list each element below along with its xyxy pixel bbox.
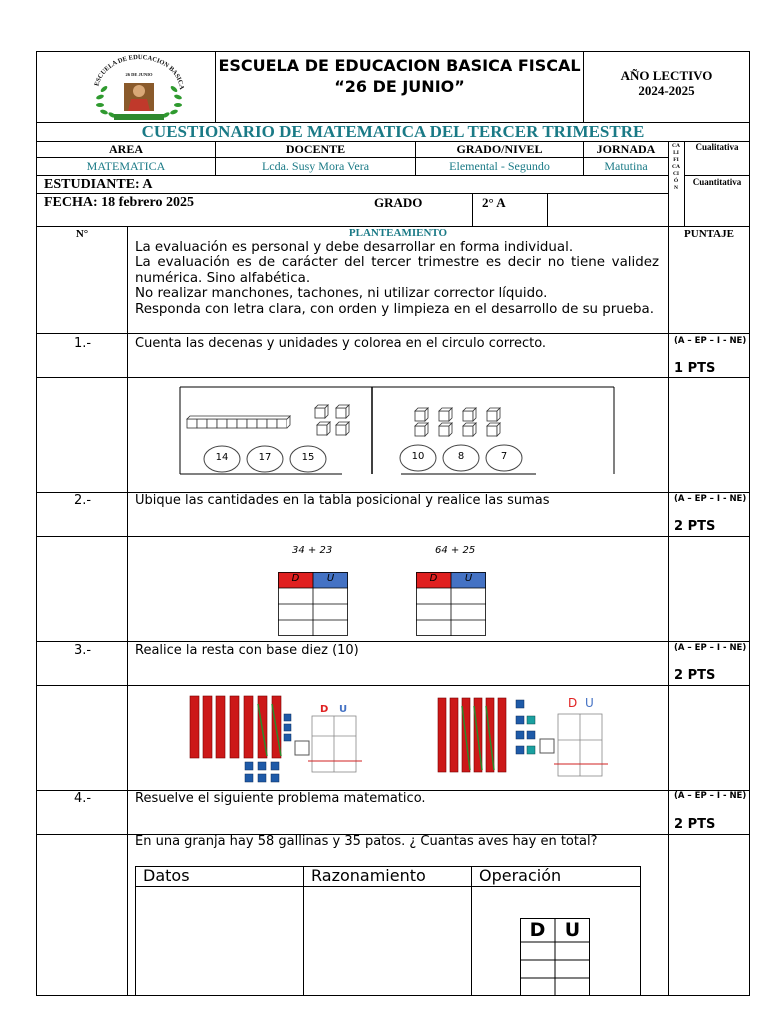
- q3-left-u-label: U: [339, 704, 348, 715]
- q3-right-u-label: U: [585, 696, 594, 710]
- q1-figure: [179, 386, 615, 476]
- q2-t2-u-header: U: [464, 573, 473, 584]
- q3-left-d-label: D: [320, 704, 329, 715]
- docente-value: Lcda. Susy Mora Vera: [261, 159, 370, 173]
- school-year-value: 2024-2025: [638, 83, 695, 98]
- question-2-number: 2.-: [74, 493, 92, 508]
- school-name: [216, 55, 583, 97]
- grado-label: GRADO: [374, 195, 423, 210]
- q3-base-ten-left: [188, 694, 364, 786]
- q4-col-razonamiento: Razonamiento: [311, 866, 426, 885]
- q2-place-value-table-1: [278, 572, 348, 636]
- question-2-scale: (A – EP – I - NE): [674, 494, 747, 504]
- svg-text:ESCUELA DE EDUCACION BASICA FI: ESCUELA DE EDUCACION BASICA: [93, 53, 185, 90]
- docente-label: DOCENTE: [285, 142, 346, 156]
- question-4-scale: (A – EP – I - NE): [674, 791, 747, 801]
- question-4-number: 4.-: [74, 791, 92, 806]
- question-1-text: Cuenta las decenas y unidades y colorea en el circulo correcto.: [135, 336, 547, 351]
- q2-t1-d-header: D: [291, 573, 300, 584]
- q2-t1-u-header: U: [326, 573, 335, 584]
- q4-u-header: U: [564, 919, 581, 941]
- q2-t2-d-header: D: [429, 573, 438, 584]
- question-2-text: Ubique las cantidades en la tabla posicional y realice las sumas: [135, 493, 550, 508]
- grado-nivel-label: GRADO/NIVEL: [456, 142, 543, 156]
- col-puntaje-header: PUNTAJE: [684, 228, 734, 240]
- exam-title: CUESTIONARIO DE MATEMATICA DEL TERCER TRIMESTRE: [141, 122, 645, 141]
- q1-option-10[interactable]: 10: [411, 451, 425, 462]
- q3-right-d-label: D: [568, 696, 578, 710]
- q4-d-header: D: [529, 919, 546, 941]
- student-name: ESTUDIANTE: A: [44, 177, 153, 192]
- q4-du-table[interactable]: [520, 918, 590, 996]
- instruction-1: La evaluación es personal y debe desarrollar en forma individual.: [135, 240, 574, 255]
- question-3-scale: (A – EP – I - NE): [674, 643, 747, 653]
- cuantitativa-label: Cuantitativa: [692, 177, 742, 187]
- instruction-2: La evaluación es de carácter del tercer trimestre es decir no tiene validez numérica. Sino alfabética.: [135, 255, 659, 286]
- q1-option-14[interactable]: 14: [215, 452, 229, 463]
- instruction-3: No realizar manchones, tachones, ni utilizar corrector líquido.: [135, 286, 548, 302]
- grado-nivel-value: Elemental - Segundo: [449, 159, 550, 173]
- q2-sum-1: 34 + 23: [292, 545, 333, 556]
- school-line-2: “26 DE JUNIO”: [334, 77, 465, 96]
- exam-date: FECHA: 18 febrero 2025: [44, 195, 194, 210]
- area-label: AREA: [108, 142, 143, 156]
- q4-datos-area[interactable]: [136, 887, 302, 995]
- q1-option-7[interactable]: 7: [500, 451, 508, 462]
- school-year: [584, 68, 749, 98]
- col-n-header: N°: [75, 228, 89, 240]
- jornada-value: Matutina: [604, 159, 648, 173]
- col-planteamiento-header: PLANTEAMIENTO: [348, 227, 448, 239]
- school-logo: [84, 53, 194, 121]
- q4-problem: En una granja hay 58 gallinas y 35 patos. ¿ Cuantas aves hay en total?: [135, 834, 598, 849]
- q3-base-ten-right: [436, 694, 612, 786]
- q2-sum-2: 64 + 25: [435, 545, 476, 556]
- q4-col-datos: Datos: [143, 866, 190, 885]
- question-3-points: 2 PTS: [674, 668, 716, 683]
- jornada-label: JORNADA: [596, 142, 656, 156]
- q1-option-8[interactable]: 8: [457, 451, 465, 462]
- q2-place-value-table-2: [416, 572, 486, 636]
- area-value: MATEMATICA: [86, 159, 166, 173]
- question-1-number: 1.-: [74, 336, 92, 351]
- q4-col-operacion: Operación: [479, 866, 562, 885]
- question-4-points: 2 PTS: [674, 817, 716, 832]
- question-1-points: 1 PTS: [674, 361, 716, 376]
- school-line-1: ESCUELA DE EDUCACION BASICA FISCAL: [218, 56, 581, 75]
- instruction-4: Responda con letra clara, con orden y limpieza en el desarrollo de su prueba.: [135, 301, 654, 317]
- question-3-number: 3.-: [74, 643, 92, 658]
- q1-option-17[interactable]: 17: [258, 452, 272, 463]
- question-2-points: 2 PTS: [674, 519, 716, 534]
- svg-text:26 DE JUNIO: 26 DE JUNIO: [125, 72, 153, 77]
- q1-option-15[interactable]: 15: [301, 452, 315, 463]
- question-4-text: Resuelve el siguiente problema matematico.: [135, 791, 426, 806]
- cualitativa-label: Cualitativa: [695, 142, 739, 152]
- school-year-label: AÑO LECTIVO: [620, 68, 713, 83]
- question-1-scale: (A – EP – I - NE): [674, 336, 747, 346]
- grado-value: 2° A: [482, 195, 506, 210]
- calificacion-vertical: CALIFICACIÓN: [672, 143, 680, 191]
- instructions: [135, 240, 659, 317]
- q4-razonamiento-area[interactable]: [304, 887, 470, 995]
- question-3-text: Realice la resta con base diez (10): [135, 643, 359, 658]
